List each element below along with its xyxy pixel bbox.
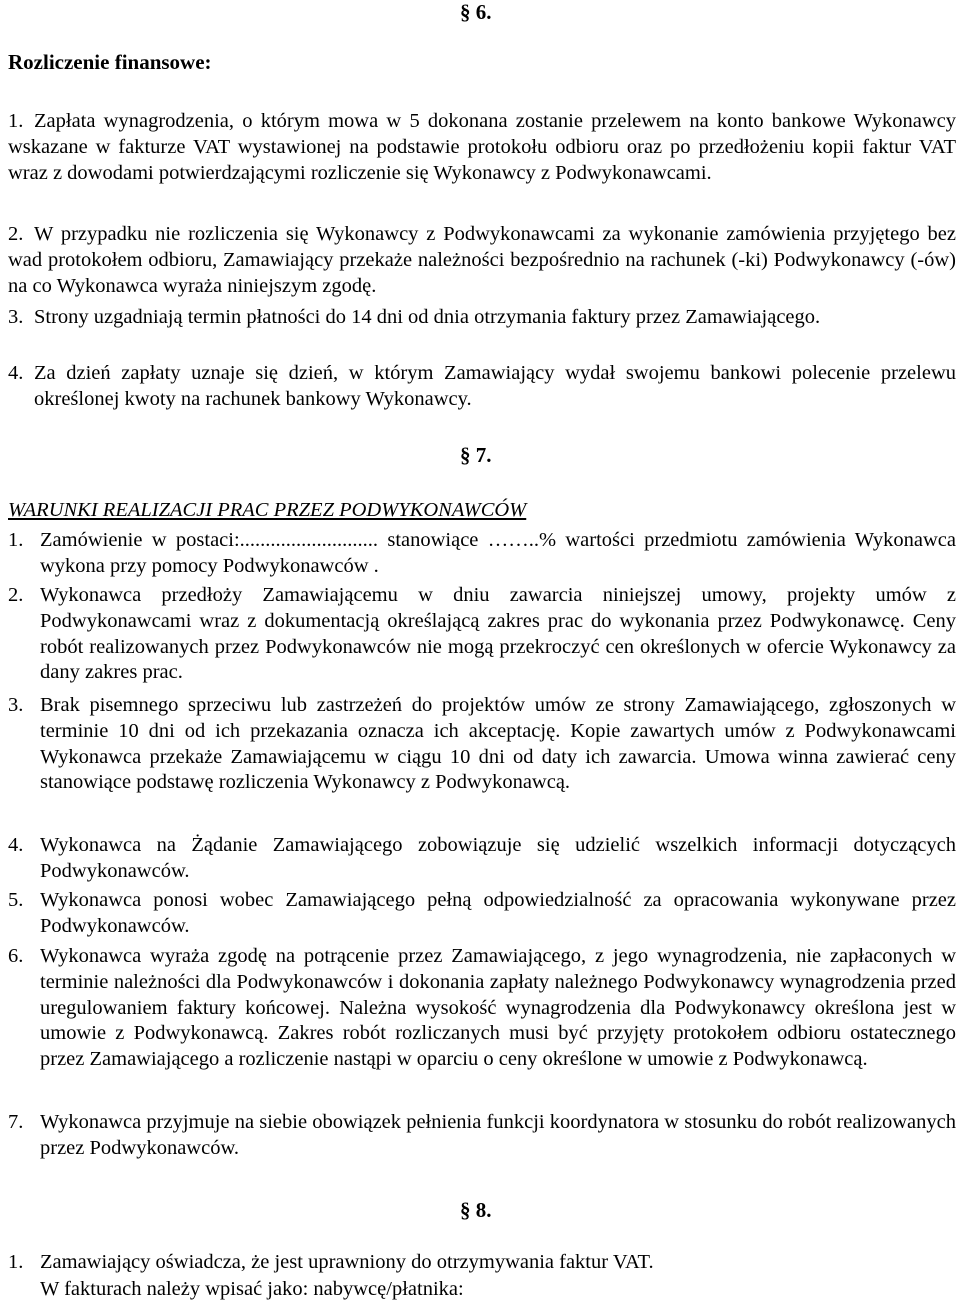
s7-item-4-number: 4.	[8, 834, 24, 856]
s6-item-3-text: Strony uzgadniają termin płatności do 14 dni od dnia otrzymania faktury przez Zamawiającego.	[34, 306, 821, 328]
s7-item-1-number: 1.	[8, 529, 24, 551]
s7-item-5-number: 5.	[8, 889, 24, 911]
s7-item-3	[8, 693, 956, 796]
s7-item-7	[8, 1110, 956, 1162]
s7-item-7-number: 7.	[8, 1111, 24, 1133]
s7-item-6	[8, 944, 956, 1073]
s6-item-4-number: 4.	[8, 362, 24, 384]
s6-item-1	[8, 109, 956, 186]
s8-line-2: W fakturach należy wpisać jako: nabywcę/płatnika:	[40, 1278, 464, 1300]
s7-item-6-number: 6.	[8, 945, 24, 967]
section-6-heading: Rozliczenie finansowe:	[8, 50, 212, 74]
s7-item-4	[8, 833, 956, 885]
section-6-marker: § 6.	[460, 0, 492, 24]
s6-item-1-text: Zapłata wynagrodzenia, o którym mowa w 5 dokonana zostanie przelewem na konto bankowe Wykonawcy wskazane w fakturze VAT wystawionej na podstawie protokołu odbioru oraz po przedłożeniu kopii faktur VAT wraz z dowodami potwierdzającymi rozliczenie się Wykonawcy z Podwykonawcami.	[8, 110, 956, 184]
s7-item-2-text: Wykonawca przedłoży Zamawiającemu w dniu zawarcia niniejszej umowy, projekty umów z Podwykonawcami wraz z dokumentacją określającą zakres prac do wykonania przez Podwykonawcę. Ceny robót realizowanych przez Podwykonawców nie mogą przekroczyć cen określonych w ofercie Wykonawcy za dany zakres prac.	[40, 584, 956, 684]
s6-item-2	[8, 222, 956, 299]
s7-item-6-text: Wykonawca wyraża zgodę na potrącenie przez Zamawiającego, z jego wynagrodzenia, nie zapłaconych w terminie należności dla Podwykonawców i dokonania zapłaty należnego Podwykonawcy wynagrodzenia przed uregulowaniem faktury końcowej. Należna wysokość wynagrodzenia dla Podwykonawcy określona jest w umowie z Podwykonawcą. Zakres robót rozliczanych musi być przyjęty protokołem odbioru ostatecznego przez Zamawiającego a rozliczenie nastąpi w oparciu o ceny określone w umowie z Podwykonawcą.	[40, 945, 956, 1071]
s6-item-4	[8, 361, 956, 413]
s7-item-4-text: Wykonawca na Żądanie Zamawiającego zobowiązuje się udzielić wszelkich informacji dotyczących Podwykonawców.	[40, 834, 956, 882]
s8-item-1	[8, 1250, 956, 1276]
s7-item-2	[8, 583, 956, 686]
s7-item-5	[8, 888, 956, 940]
s8-item-1-text: Zamawiający oświadcza, że jest uprawniony do otrzymywania faktur VAT.	[40, 1251, 654, 1273]
s7-item-5-text: Wykonawca ponosi wobec Zamawiającego pełną odpowiedzialność za opracowania wykonywane przez Podwykonawców.	[40, 889, 956, 937]
s6-item-4-text: Za dzień zapłaty uznaje się dzień, w którym Zamawiający wydał swojemu bankowi polecenie przelewu określonej kwoty na rachunek bankowy Wykonawcy.	[34, 362, 956, 410]
section-7-heading: WARUNKI REALIZACJI PRAC PRZEZ PODWYKONAWCÓW	[8, 499, 527, 521]
s6-item-3	[8, 305, 956, 331]
s7-item-1-text: Zamówienie w postaci:........................... stanowiące ……..% wartości przedmiotu zamówienia Wykonawca wykona przy pomocy Podwykonawców .	[40, 529, 956, 577]
s6-item-2-number: 2.	[8, 223, 24, 245]
s6-item-2-text: W przypadku nie rozliczenia się Wykonawcy z Podwykonawcami za wykonanie zamówienia przyjętego bez wad protokołem odbioru, Zamawiający przekaże należności bezpośrednio na rachunek (-ki) Podwykonawcy (-ów) na co Wykonawca wyraża niniejszym zgodę.	[8, 223, 956, 297]
s7-item-3-text: Brak pisemnego sprzeciwu lub zastrzeżeń do projektów umów ze strony Zamawiającego, zgłoszonych w terminie 10 dni od ich przekazania oznacza ich akceptację. Kopie zawartych umów z Podwykonawcami Wykonawca przekaże Zamawiającemu w ciągu 10 dni od daty ich zawarcia. Umowa winna zawierać ceny stanowiące podstawę rozliczenia Wykonawcy z Podwykonawcą.	[40, 694, 956, 794]
s7-item-7-text: Wykonawca przyjmuje na siebie obowiązek pełnienia funkcji koordynatora w stosunku do robót realizowanych przez Podwykonawców.	[40, 1111, 956, 1159]
s6-item-3-number: 3.	[8, 306, 24, 328]
section-7-marker: § 7.	[460, 443, 492, 467]
s6-item-1-number: 1.	[8, 110, 24, 132]
s7-item-3-number: 3.	[8, 694, 24, 716]
s7-item-1	[8, 528, 956, 580]
section-8-marker: § 8.	[460, 1198, 492, 1222]
s7-item-2-number: 2.	[8, 584, 24, 606]
s8-item-1-number: 1.	[8, 1251, 24, 1273]
